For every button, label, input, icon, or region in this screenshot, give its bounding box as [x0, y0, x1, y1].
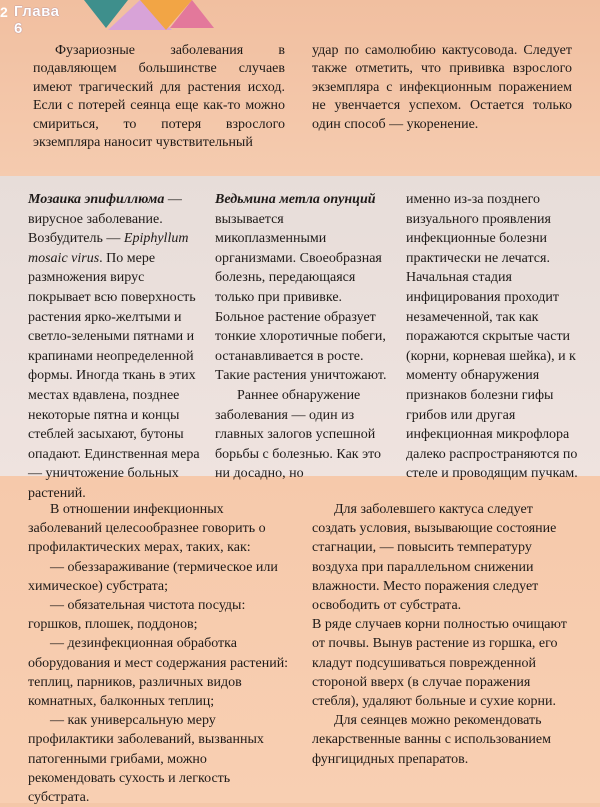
- paragraph-witches-broom: [215, 190, 390, 386]
- list-item: — обеззараживание (термическое или химическое) субстрата;: [28, 559, 278, 594]
- bottom-right-column: [312, 500, 578, 769]
- middle-column-1: [28, 190, 200, 504]
- middle-column-2: [215, 190, 390, 484]
- paragraph: Для заболевшего кактуса следует создать условия, вызывающие состояние стагнации, — повысить температуру воздуха при параллельном снижении влажности. Место поражения следует освободить от субстрата.: [312, 502, 557, 614]
- paragraph: Раннее обнаружение заболевания — один из главных залогов успешной борьбы с болезнью. Как это ни досадно, но: [215, 387, 382, 482]
- chapter-label: Глава 6: [14, 3, 60, 37]
- bottom-left-column: [28, 500, 290, 807]
- list-item: — дезинфекционная обработка оборудования и мест содержания растений: теплиц, парников, различных видов комнатных, балконных теплиц;: [28, 636, 289, 710]
- middle-column-3: [406, 190, 584, 484]
- disease-term: Ведьмина метла опунций: [215, 192, 376, 207]
- text-run: — вирусное заболевание. Возбудитель —: [28, 192, 182, 247]
- paragraph: В отношении инфекционных заболеваний целесообразнее говорить о профилактических мерах, таких, как:: [28, 502, 266, 556]
- pathogen-name: Epiphyllum mosaic virus: [28, 231, 189, 266]
- disease-term: Мозаика эпифиллюма: [28, 192, 165, 207]
- top-left-column: [33, 42, 285, 152]
- paragraph: удар по самолюбию кактусовода. Следует также отметить, что прививка взрослого экземпляра с инфекционным поражением не увенчается успехом. Остается только один способ — укоренение.: [312, 43, 572, 132]
- paragraph: именно из-за позднего визуального проявления инфекционные болезни практически не лечатся. Начальная стадия инфицирования проходит незамеченной, так как поражаются скрытые части (корни, корневая шейка), и к моменту обнаружения признаков болезни гифы грибов или другая инфекционная микрофлора далеко распространяются по стеле и проводящим пучкам.: [406, 192, 578, 482]
- text-run: вызывается микоплазменными организмами. Своеобразная болезнь, передающаяся только при прививке. Больное растение образует тонкие хлоротичные побеги, останавливается в росте. Такие растения уничтожают.: [215, 211, 387, 384]
- paragraph: Для сеянцев можно рекомендовать лекарственные ванны с использованием фунгицидных препаратов.: [312, 713, 551, 767]
- page-number: 2: [0, 4, 8, 20]
- text-run: . По мере размножения вирус покрывает всю поверхность растения ярко-желтыми и светло-зелеными пятнами и крапинами неопределенной формы. Иногда ткань в этих местах вдавлена, позднее некоторые пятна и концы стеблей засыхают, бутоны опадают. Единственная мера — уничтожение больных растений.: [28, 250, 200, 501]
- decorative-triangle: [170, 0, 214, 28]
- paragraph: Фузариозные заболевания в подавляющем большинстве случаев имеют трагический для растения исход. Если с потерей сеянца еще как-то можно смириться, то потеря взрослого экземпляра наносит чувствительный: [33, 43, 285, 151]
- top-right-column: [312, 42, 572, 134]
- paragraph-mosaic: [28, 190, 200, 504]
- list-item: — как универсальную меру профилактики заболеваний, вызванных патогенными грибами, можно рекомендовать сухость и легкость субстрата.: [28, 713, 264, 806]
- list-item: — обязательная чистота посуды: горшков, плошек, поддонов;: [28, 598, 246, 633]
- paragraph: В ряде случаев корни полностью очищают от почвы. Вынув растение из горшка, его кладут подсушиваться поврежденной стороной вверх (в случае поражения стебля), удаляют больные и сухие корни.: [312, 617, 567, 710]
